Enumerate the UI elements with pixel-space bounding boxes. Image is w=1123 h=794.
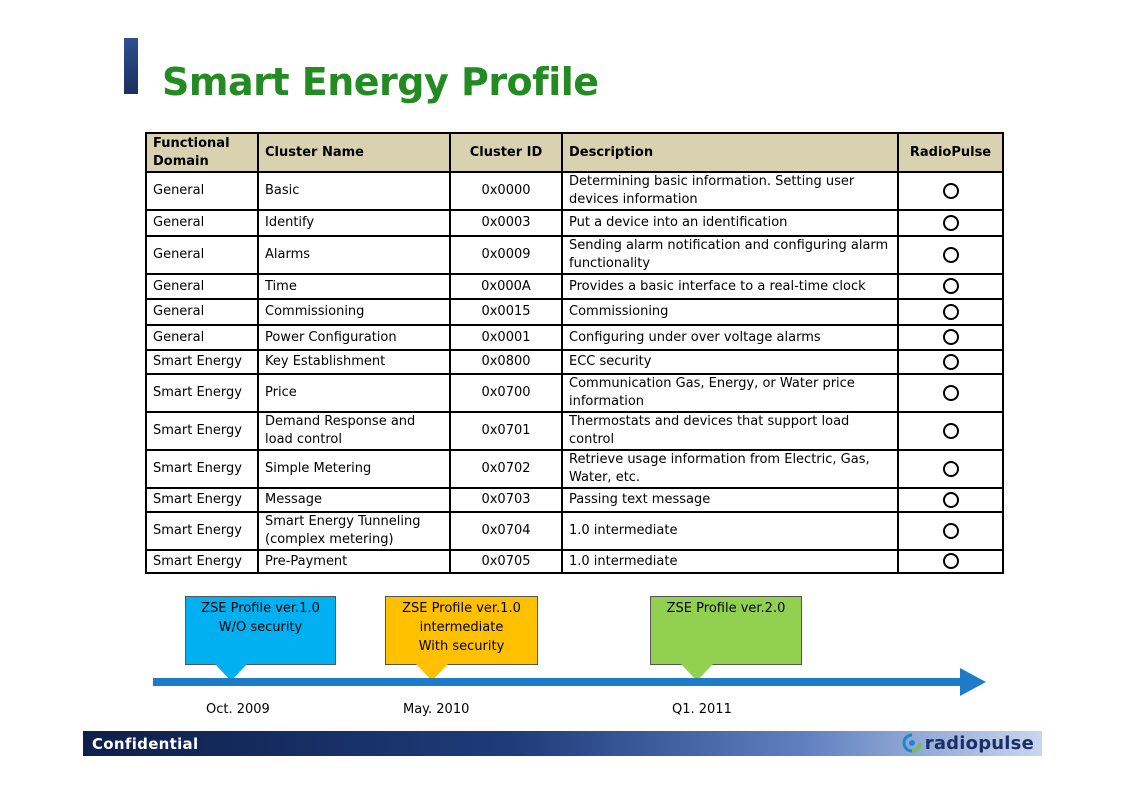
cell-domain: Smart Energy — [146, 550, 258, 573]
cell-desc: Sending alarm notification and configuring alarm functionality — [562, 236, 898, 274]
cell-support — [898, 299, 1003, 325]
table-row — [146, 299, 1003, 325]
cell-domain: Smart Energy — [146, 488, 258, 512]
cell-support — [898, 550, 1003, 573]
cell-cluster: Key Establishment — [258, 350, 450, 374]
cell-support — [898, 172, 1003, 210]
cell-cluster: Basic — [258, 172, 450, 210]
cell-support — [898, 350, 1003, 374]
cell-support — [898, 450, 1003, 488]
footer-bar — [83, 731, 1042, 756]
table-row — [146, 512, 1003, 550]
cell-support — [898, 488, 1003, 512]
cell-id: 0x0703 — [450, 488, 562, 512]
cell-cluster: Demand Response and load control — [258, 412, 450, 450]
table-row — [146, 450, 1003, 488]
radiopulse-logo-icon — [902, 733, 922, 753]
cluster-table — [145, 132, 1004, 574]
cell-cluster: Price — [258, 374, 450, 412]
cell-domain: Smart Energy — [146, 350, 258, 374]
cell-cluster: Smart Energy Tunneling (complex metering) — [258, 512, 450, 550]
cell-cluster: Commissioning — [258, 299, 450, 325]
cell-support — [898, 512, 1003, 550]
cell-desc: Configuring under over voltage alarms — [562, 325, 898, 350]
cell-desc: ECC security — [562, 350, 898, 374]
supported-circle-icon — [943, 183, 959, 199]
cell-support — [898, 374, 1003, 412]
cell-desc: 1.0 intermediate — [562, 512, 898, 550]
table-row — [146, 236, 1003, 274]
cell-domain: General — [146, 274, 258, 299]
cell-id: 0x0705 — [450, 550, 562, 573]
cell-desc: 1.0 intermediate — [562, 550, 898, 573]
table-row — [146, 274, 1003, 299]
supported-circle-icon — [943, 215, 959, 231]
cell-id: 0x0001 — [450, 325, 562, 350]
timeline-callout-zse-2-0 — [650, 596, 802, 665]
supported-circle-icon — [943, 304, 959, 320]
cell-domain: General — [146, 210, 258, 236]
cell-desc: Passing text message — [562, 488, 898, 512]
cell-desc: Commissioning — [562, 299, 898, 325]
callout-line: With security — [418, 639, 505, 654]
cell-id: 0x0800 — [450, 350, 562, 374]
cell-support — [898, 325, 1003, 350]
timeline-date-may-2010: May. 2010 — [403, 702, 470, 717]
cell-domain: General — [146, 299, 258, 325]
timeline-callout-zse-1-0-no-security — [185, 596, 336, 665]
table-row — [146, 210, 1003, 236]
cell-desc: Retrieve usage information from Electric, Gas, Water, etc. — [562, 450, 898, 488]
cell-id: 0x0704 — [450, 512, 562, 550]
page-title: Smart Energy Profile — [162, 60, 599, 104]
cell-cluster: Power Configuration — [258, 325, 450, 350]
supported-circle-icon — [943, 329, 959, 345]
supported-circle-icon — [943, 492, 959, 508]
cell-domain: Smart Energy — [146, 374, 258, 412]
cell-domain: Smart Energy — [146, 412, 258, 450]
timeline-arrow-line — [153, 678, 963, 686]
cell-cluster: Time — [258, 274, 450, 299]
callout-line: ZSE Profile ver.1.0 — [402, 601, 521, 616]
cell-cluster: Message — [258, 488, 450, 512]
callout-line: ZSE Profile ver.2.0 — [666, 601, 786, 616]
header-cluster-id: Cluster ID — [450, 133, 562, 172]
cell-cluster: Identify — [258, 210, 450, 236]
supported-circle-icon — [943, 461, 959, 477]
table-row — [146, 350, 1003, 374]
supported-circle-icon — [943, 523, 959, 539]
confidential-label: Confidential — [92, 735, 199, 753]
cell-cluster: Pre-Payment — [258, 550, 450, 573]
cell-domain: General — [146, 325, 258, 350]
table-row — [146, 325, 1003, 350]
cell-domain: General — [146, 172, 258, 210]
timeline-arrow-head — [960, 668, 986, 696]
callout-line: ZSE Profile ver.1.0 — [201, 601, 320, 616]
cell-desc: Determining basic information. Setting user devices information — [562, 172, 898, 210]
header-description: Description — [562, 133, 898, 172]
table-row — [146, 374, 1003, 412]
cell-desc: Communication Gas, Energy, or Water price information — [562, 374, 898, 412]
radiopulse-logo — [902, 732, 1034, 754]
header-functional-domain: Functional Domain — [146, 133, 258, 172]
cell-id: 0x0000 — [450, 172, 562, 210]
cell-domain: Smart Energy — [146, 450, 258, 488]
supported-circle-icon — [943, 385, 959, 401]
cell-support — [898, 210, 1003, 236]
title-accent-bar — [124, 38, 138, 94]
supported-circle-icon — [943, 553, 959, 569]
timeline-date-oct-2009: Oct. 2009 — [206, 702, 270, 717]
cell-domain: Smart Energy — [146, 512, 258, 550]
cell-support — [898, 412, 1003, 450]
cell-desc: Thermostats and devices that support load control — [562, 412, 898, 450]
cell-id: 0x0015 — [450, 299, 562, 325]
cell-id: 0x0700 — [450, 374, 562, 412]
cell-support — [898, 274, 1003, 299]
callout-line: intermediate — [419, 620, 504, 635]
table-row — [146, 488, 1003, 512]
table-row — [146, 412, 1003, 450]
cell-domain: General — [146, 236, 258, 274]
cell-id: 0x0701 — [450, 412, 562, 450]
cell-desc: Provides a basic interface to a real-time clock — [562, 274, 898, 299]
cell-id: 0x0009 — [450, 236, 562, 274]
cell-cluster: Alarms — [258, 236, 450, 274]
supported-circle-icon — [943, 278, 959, 294]
table-row — [146, 550, 1003, 573]
cell-support — [898, 236, 1003, 274]
cell-cluster: Simple Metering — [258, 450, 450, 488]
callout-line: W/O security — [218, 620, 303, 635]
timeline-date-q1-2011: Q1. 2011 — [672, 702, 732, 717]
table-header-row — [146, 133, 1003, 172]
supported-circle-icon — [943, 423, 959, 439]
supported-circle-icon — [943, 354, 959, 370]
table-row — [146, 172, 1003, 210]
cell-id: 0x0003 — [450, 210, 562, 236]
cell-desc: Put a device into an identification — [562, 210, 898, 236]
header-radiopulse: RadioPulse — [898, 133, 1003, 172]
header-cluster-name: Cluster Name — [258, 133, 450, 172]
cell-id: 0x000A — [450, 274, 562, 299]
timeline-callout-zse-1-0-intermediate — [385, 596, 538, 665]
radiopulse-logo-text: radiopulse — [924, 732, 1034, 754]
cell-id: 0x0702 — [450, 450, 562, 488]
supported-circle-icon — [943, 247, 959, 263]
